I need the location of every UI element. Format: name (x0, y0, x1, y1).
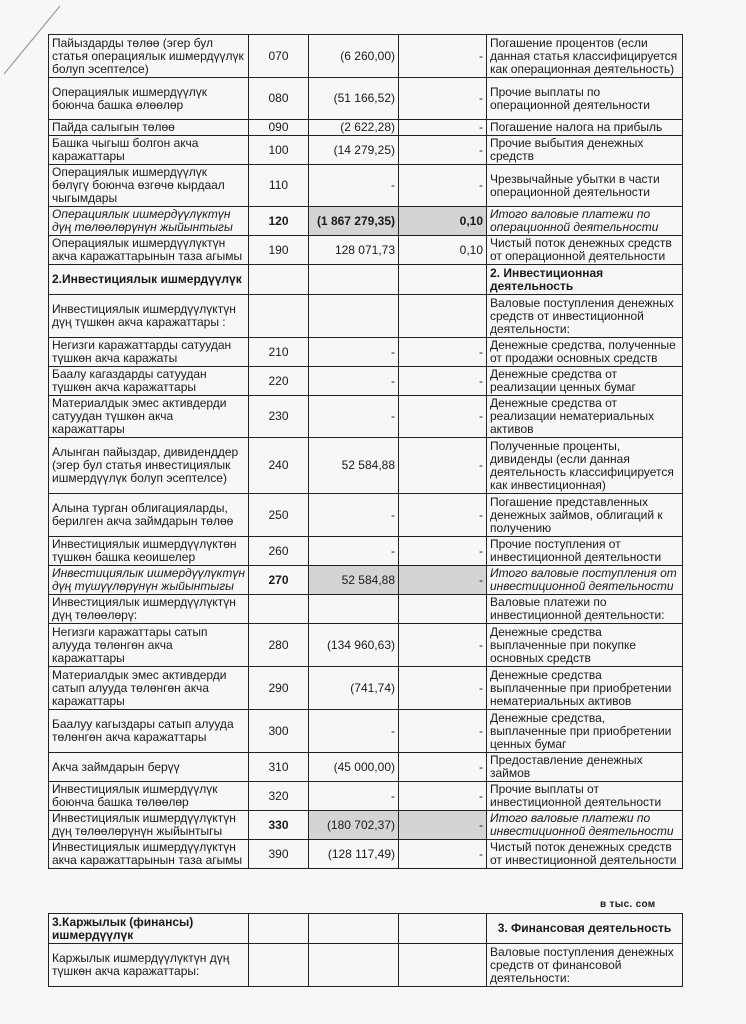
table-row (49, 165, 683, 207)
value-previous: - (399, 367, 487, 396)
value-previous (399, 295, 487, 338)
value-current (309, 295, 399, 338)
row-code: 120 (249, 207, 309, 236)
table-row (49, 78, 683, 120)
ru-label: Денежные средства выплаченные при приобретении нематериальных активов (487, 667, 683, 710)
ru-label: Чистый поток денежных средств от инвестиционной деятельности (487, 840, 683, 869)
kg-label: Негизги каражаттары сатып алууда төлөнгөн акча каражаттары (49, 624, 249, 667)
ru-label: Валовые платежи по инвестиционной деятельности: (487, 595, 683, 624)
section-header-investing (49, 265, 683, 295)
value-current: 52 584,88 (309, 438, 399, 494)
ru-label: 2. Инвестиционная деятельность (487, 265, 683, 295)
table-row (49, 537, 683, 566)
value-current: - (309, 367, 399, 396)
value-current: (1 867 279,35) (309, 207, 399, 236)
table-row (49, 396, 683, 438)
kg-label: Каржылык ишмердүүлүктүн дүң түшкөн акча каражаттары: (49, 944, 249, 987)
row-code (249, 295, 309, 338)
ru-label: Итого валовые платежи по инвестиционной деятельности (487, 811, 683, 840)
value-current: 128 071,73 (309, 236, 399, 265)
value-previous: - (399, 566, 487, 595)
ru-label: Полученные проценты, дивиденды (если данная деятельность классифицируется как инвестиционная) (487, 438, 683, 494)
ru-label: Погашение налога на прибыль (487, 120, 683, 136)
value-previous: - (399, 136, 487, 165)
row-code: 070 (249, 35, 309, 78)
kg-label: Операциялык ишмердүүлүктүн дүң төлөөлөрүнүн жыйынтыгы (49, 207, 249, 236)
value-previous: - (399, 537, 487, 566)
kg-label: Инвестициялык ишмердүүлүктүн дүң түшкөн акча каражаттары : (49, 295, 249, 338)
value-current: (6 260,00) (309, 35, 399, 78)
table-row (49, 624, 683, 667)
kg-label: Акча займдарын берүү (49, 753, 249, 782)
table-row (49, 753, 683, 782)
value-previous: 0,10 (399, 207, 487, 236)
value-previous: - (399, 35, 487, 78)
ru-label: Валовые поступления денежных средств от финансовой деятельности: (487, 944, 683, 987)
kg-label: Алына турган облигацияларды, берилген акча займдарын төлөө (49, 494, 249, 537)
kg-label: Алынган пайыздар, дивиденддер (эгер бул статья инвестициялык ишмердүүлүк болуп эсептелсе) (49, 438, 249, 494)
cash-flow-table-part1 (48, 34, 683, 869)
value-current: - (309, 338, 399, 367)
value-previous: - (399, 438, 487, 494)
row-code (249, 265, 309, 295)
value-previous: - (399, 494, 487, 537)
value-current: - (309, 494, 399, 537)
ru-label: Прочие поступления от инвестиционной деятельности (487, 537, 683, 566)
cash-flow-table-part2 (48, 913, 683, 987)
value-previous: - (399, 667, 487, 710)
value-current: - (309, 782, 399, 811)
ru-label: Предоставление денежных займов (487, 753, 683, 782)
value-previous: - (399, 782, 487, 811)
kg-label: Операциялык ишмердүүлүк боюнча башка өлөөлөр (49, 78, 249, 120)
ru-label: Прочие выплаты от инвестиционной деятельности (487, 782, 683, 811)
row-code: 320 (249, 782, 309, 811)
table-row-total (49, 207, 683, 236)
row-code (249, 595, 309, 624)
row-code: 190 (249, 236, 309, 265)
ru-label: Итого валовые поступления от инвестиционной деятельности (487, 566, 683, 595)
row-code: 310 (249, 753, 309, 782)
kg-label: Негизги каражаттарды сатуудан түшкөн акча каражаты (49, 338, 249, 367)
row-code: 080 (249, 78, 309, 120)
value-current: (134 960,63) (309, 624, 399, 667)
value-current: (180 702,37) (309, 811, 399, 840)
kg-label: Операциялык ишмердүүлүктүн акча каражаттарынын таза агымы (49, 236, 249, 265)
row-code: 220 (249, 367, 309, 396)
value-current: (2 622,28) (309, 120, 399, 136)
section-header-financing (49, 914, 683, 944)
unit-label: в тыс. сом (600, 899, 656, 910)
value-current (309, 914, 399, 944)
value-current: (45 000,00) (309, 753, 399, 782)
table-row (49, 595, 683, 624)
ru-label: Денежные средства, полученные от продажи основных средств (487, 338, 683, 367)
table-row (49, 710, 683, 753)
ru-label: Прочие выбытия денежных средств (487, 136, 683, 165)
value-previous: - (399, 710, 487, 753)
row-code: 100 (249, 136, 309, 165)
value-previous: - (399, 78, 487, 120)
row-code: 390 (249, 840, 309, 869)
kg-label: Операциялык ишмердүүлүк бөлүгү боюнча өзгөчө кырдаал чыгымдары (49, 165, 249, 207)
kg-label: 2.Инвестициялык ишмердүүлүк (49, 265, 249, 295)
row-code: 250 (249, 494, 309, 537)
table-row (49, 120, 683, 136)
value-previous: - (399, 840, 487, 869)
row-code: 210 (249, 338, 309, 367)
row-code: 260 (249, 537, 309, 566)
row-code: 110 (249, 165, 309, 207)
value-previous: - (399, 120, 487, 136)
kg-label: Пайыздарды төлөө (эгер бул статья операциялык ишмердүүлүк болуп эсептелсе) (49, 35, 249, 78)
value-previous: - (399, 811, 487, 840)
ru-label: Денежные средства от реализации нематериальных активов (487, 396, 683, 438)
row-code: 280 (249, 624, 309, 667)
value-current: (741,74) (309, 667, 399, 710)
value-current: 52 584,88 (309, 566, 399, 595)
row-code: 240 (249, 438, 309, 494)
table-row (49, 944, 683, 987)
ru-label: Денежные средства от реализации ценных бумаг (487, 367, 683, 396)
table-row-total (49, 566, 683, 595)
kg-label: Инвестициялык ишмердүүлүктүн дүң төлөөлөрүнүн жыйынтыгы (49, 811, 249, 840)
value-previous (399, 265, 487, 295)
value-current: - (309, 396, 399, 438)
kg-label: Башка чыгыш болгон акча каражаттары (49, 136, 249, 165)
table-row (49, 236, 683, 265)
value-current: (128 117,49) (309, 840, 399, 869)
ru-label: Чистый поток денежных средств от операционной деятельности (487, 236, 683, 265)
ru-label: Валовые поступления денежных средств от инвестиционной деятельности: (487, 295, 683, 338)
ru-label: Денежные средства выплаченные при покупке основных средств (487, 624, 683, 667)
row-code (249, 914, 309, 944)
value-previous (399, 595, 487, 624)
ru-label: Погашение представленных денежных займов, облигаций к получению (487, 494, 683, 537)
value-current: - (309, 537, 399, 566)
row-code: 330 (249, 811, 309, 840)
value-previous (399, 914, 487, 944)
kg-label: Баалу кагаздарды сатуудан түшкөн акча каражаттары (49, 367, 249, 396)
table-row (49, 840, 683, 869)
value-current: (14 279,25) (309, 136, 399, 165)
value-current: (51 166,52) (309, 78, 399, 120)
row-code: 230 (249, 396, 309, 438)
value-previous: - (399, 753, 487, 782)
table-row-total (49, 811, 683, 840)
row-code: 270 (249, 566, 309, 595)
kg-label: Инвестициялык ишмердүүлүктүн дүң төлөөлөрү: (49, 595, 249, 624)
value-previous: - (399, 338, 487, 367)
value-previous: - (399, 624, 487, 667)
kg-label: Материалдык эмес активдерди сатуудан түшкөн акча каражаттары (49, 396, 249, 438)
kg-label: Инвестициялык ишмердүүлүктөн түшкөн башка кеоишелер (49, 537, 249, 566)
value-current (309, 265, 399, 295)
kg-label: Инвестициялык ишмердүүлүктүн дүң түшүүлөрүнүн жыйынтыгы (49, 566, 249, 595)
table-row (49, 295, 683, 338)
kg-label: Материалдык эмес активдерди сатып алууда төлөнгөн акча каражаттары (49, 667, 249, 710)
table-row (49, 494, 683, 537)
value-previous (399, 944, 487, 987)
ru-label: Денежные средства, выплаченные при приобретении ценных бумаг (487, 710, 683, 753)
kg-label: Пайда салыгын төлөө (49, 120, 249, 136)
value-previous: - (399, 396, 487, 438)
table-row (49, 367, 683, 396)
ru-label: 3. Финансовая деятельность (487, 914, 683, 944)
row-code: 290 (249, 667, 309, 710)
kg-label: Инвестициялык ишмердүүлүк боюнча башка төлөөлөр (49, 782, 249, 811)
row-code: 090 (249, 120, 309, 136)
ru-label: Прочие выплаты по операционной деятельности (487, 78, 683, 120)
kg-label: Баалуу кагыздары сатып алууда төлөнгөн акча каражаттары (49, 710, 249, 753)
value-current (309, 595, 399, 624)
ru-label: Чрезвычайные убытки в части операционной деятельности (487, 165, 683, 207)
value-current: - (309, 165, 399, 207)
value-current (309, 944, 399, 987)
kg-label: 3.Каржылык (финансы) ишмердүүлүк (49, 914, 249, 944)
ru-label: Итого валовые платежи по операционной деятельности (487, 207, 683, 236)
table-row (49, 338, 683, 367)
row-code: 300 (249, 710, 309, 753)
table-row (49, 35, 683, 78)
table-row (49, 136, 683, 165)
kg-label: Инвестициялык ишмердүүлүктүн акча каражаттарынын таза агымы (49, 840, 249, 869)
table-row (49, 667, 683, 710)
table-row (49, 782, 683, 811)
row-code (249, 944, 309, 987)
table-row (49, 438, 683, 494)
value-previous: 0,10 (399, 236, 487, 265)
ru-label: Погашение процентов (если данная статья классифицируется как операционная деятельность) (487, 35, 683, 78)
value-current: - (309, 710, 399, 753)
value-previous: - (399, 165, 487, 207)
